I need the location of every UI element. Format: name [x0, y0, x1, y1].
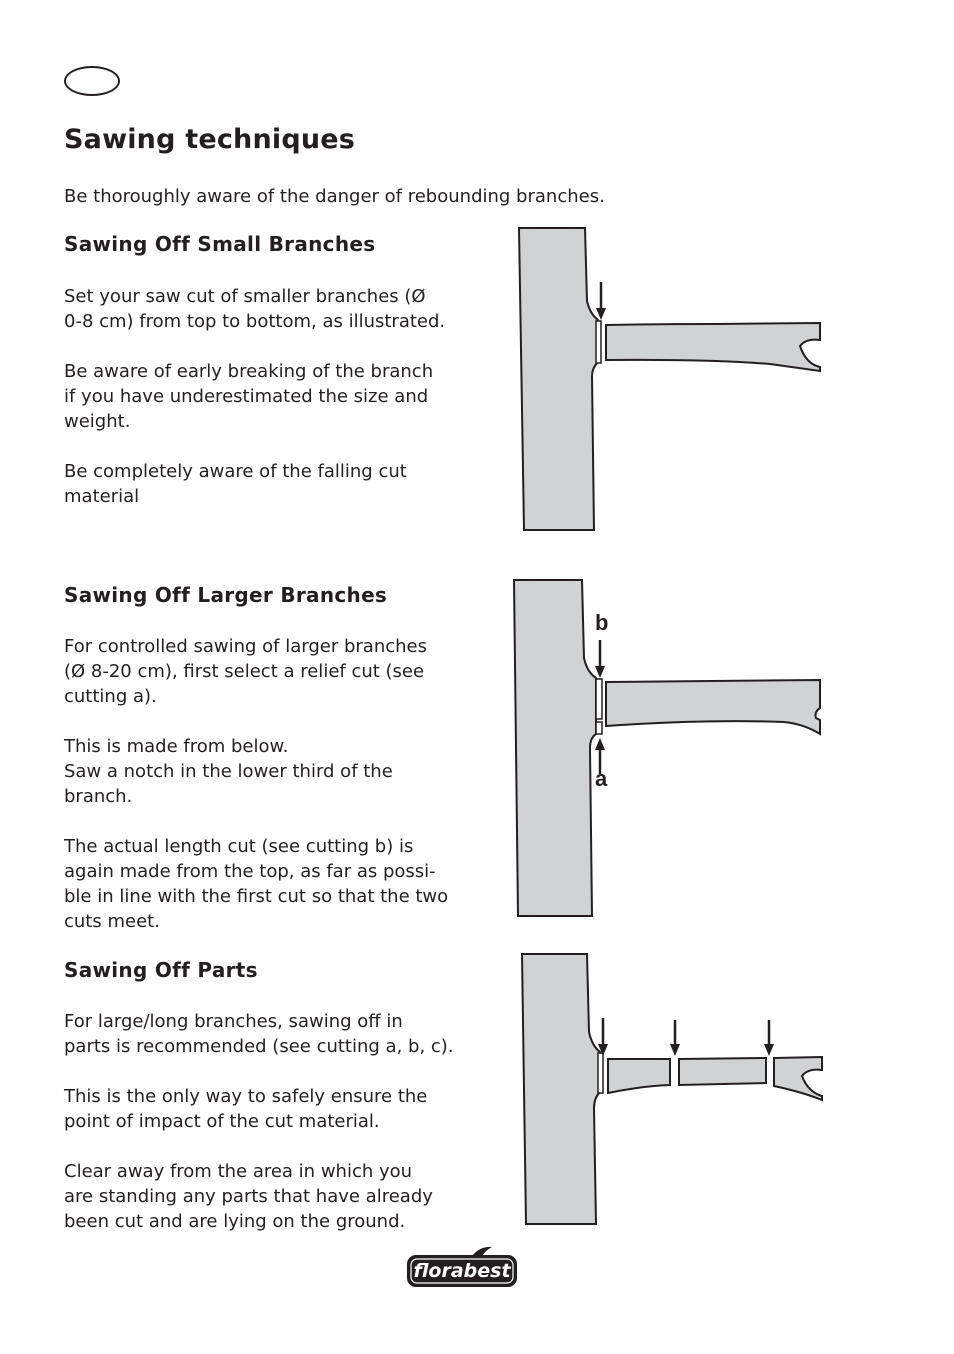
small-branches-paragraph-2: Be aware of early breaking of the branch if you have underestimated the size and weight. [64, 361, 434, 432]
small-branch-cut-illustration [510, 226, 830, 536]
language-badge-oval [64, 66, 120, 96]
leaf-icon [472, 1247, 492, 1256]
parts-paragraph-3: Clear away from the area in which you are standing any parts that have already been cut and are lying on the ground. [64, 1161, 433, 1232]
parts-paragraph-1: For large/long branches, sawing off in parts is recommended (see cutting a, b, c). [64, 1011, 454, 1057]
cut-label-b: b [595, 610, 609, 635]
larger-branch-relief-cut-illustration [504, 578, 824, 918]
small-branches-paragraph-3: Be completely aware of the falling cut material [64, 461, 407, 507]
florabest-logo [406, 1244, 520, 1294]
section-heading-larger-branches: Sawing Off Larger Branches [64, 583, 388, 607]
larger-branches-paragraph-2: This is made from below. Saw a notch in the lower third of the branch. [64, 736, 393, 807]
logo-wordmark: florabest [413, 1260, 511, 1282]
small-branches-paragraph-1: Set your saw cut of smaller branches (Ø 0-8 cm) from top to bottom, as illustrated. [64, 286, 446, 332]
section-heading-small-branches: Sawing Off Small Branches [64, 232, 376, 256]
cut-label-a: a [595, 766, 608, 791]
larger-branches-paragraph-3: The actual length cut (see cutting b) is again made from the top, as far as possi- ble in line with the first cut so that the two cuts meet. [64, 836, 449, 932]
page-title: Sawing techniques [64, 124, 356, 155]
parts-cut-illustration [512, 952, 832, 1228]
section-heading-parts: Sawing Off Parts [64, 958, 258, 982]
larger-branches-paragraph-1: For controlled sawing of larger branches (Ø 8-20 cm), first select a relief cut (see cutting a). [64, 636, 427, 707]
parts-paragraph-2: This is the only way to safely ensure the point of impact of the cut material. [64, 1086, 428, 1132]
intro-text: Be thoroughly aware of the danger of rebounding branches. [64, 186, 605, 207]
